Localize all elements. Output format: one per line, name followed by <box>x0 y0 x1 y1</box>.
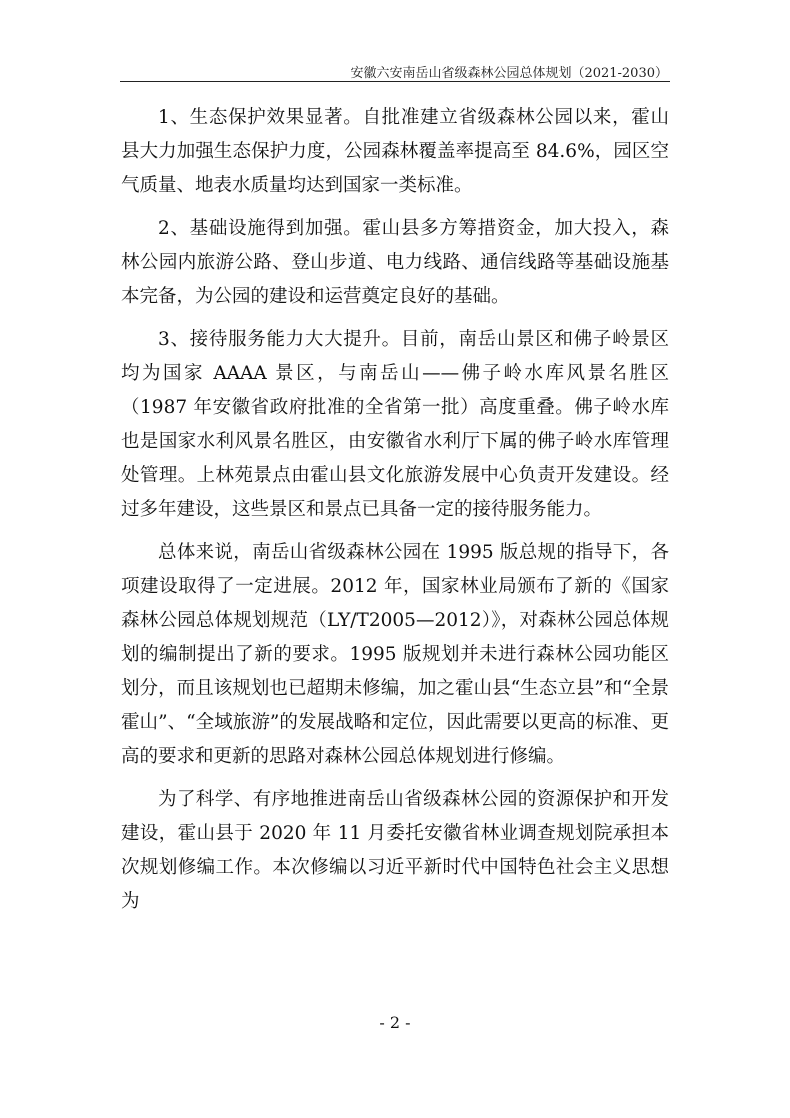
paragraph-ecological-protection: 1、生态保护效果显著。自批准建立省级森林公园以来，霍山县大力加强生态保护力度，公园森林覆盖率提高至 84.6%，园区空气质量、地表水质量均达到国家一类标准。 <box>121 107 669 196</box>
header-divider <box>120 81 670 82</box>
paragraph-reception-service: 3、接待服务能力大大提升。目前，南岳山景区和佛子岭景区均为国家 AAAA 景区，与南岳山——佛子岭水库风景名胜区（1987 年安徽省政府批准的全省第一批）高度重叠。佛子岭水库也是国家水利风景名胜区，由安徽省水利厅下属的佛子岭水库管理处管理。上林苑景点由霍山县文化旅游发展中心负责开发建设。经过多年建设，这些景区和景点已具备一定的接待服务能力。 <box>121 329 669 520</box>
paragraph-revision-purpose: 为了科学、有序地推进南岳山省级森林公园的资源保护和开发建设，霍山县于 2020 年 11 月委托安徽省林业调查规划院承担本次规划修编工作。本次修编以习近平新时代中国特色社会主义思想为 <box>121 789 669 912</box>
paragraph-summary: 总体来说，南岳山省级森林公园在 1995 版总规的指导下，各项建设取得了一定进展。2012 年，国家林业局颁布了新的《国家森林公园总体规划规范（LY/T2005—2012）》，对森林公园总体规划的编制提出了新的要求。1995 版规划并未进行森林公园功能区划分，而且该规划也已超期未修编，加之霍山县“生态立县”和“全景霍山”、“全域旅游”的发展战略和定位，因此需要以更高的标准、更高的要求和更新的思路对森林公园总体规划进行修编。 <box>121 542 669 767</box>
running-header: 安徽六安南岳山省级森林公园总体规划（2021-2030） <box>350 66 668 81</box>
paragraph-infrastructure: 2、基础设施得到加强。霍山县多方筹措资金，加大投入，森林公园内旅游公路、登山步道、电力线路、通信线路等基础设施基本完备，为公园的建设和运营奠定良好的基础。 <box>121 218 669 307</box>
page-number: - 2 - <box>379 1013 411 1032</box>
body-text <box>121 101 669 928</box>
